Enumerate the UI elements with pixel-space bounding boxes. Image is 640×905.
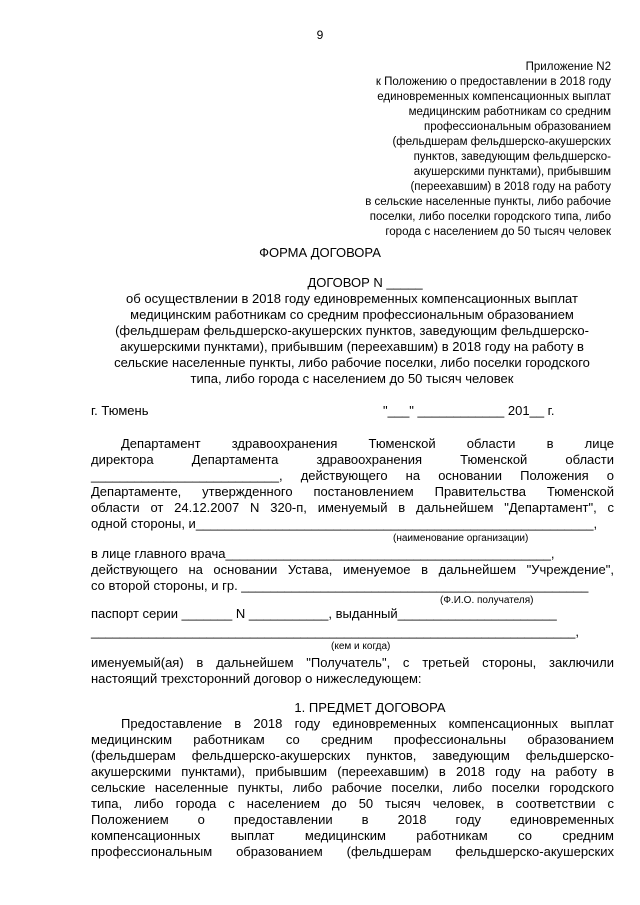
parties-line: действующего на основании Устава, именуемое в дальнейшем "Учреждение", xyxy=(91,562,614,577)
contract-number: ДОГОВОР N _____ xyxy=(307,275,423,290)
section-1-line: профессиональным образованием (фельдшерам фельдшерско-акушерских xyxy=(91,844,614,859)
section-1-line: Положением о предоставлении в 2018 году единовременных xyxy=(91,812,614,827)
parties-line: __________________________, действующего на основании Положения о xyxy=(91,468,614,483)
section-1-line: (фельдшерам фельдшерско-акушерских пунктов, заведующим фельдшерско- xyxy=(91,748,614,763)
section-1-line: Предоставление в 2018 году единовременных компенсационных выплат xyxy=(121,716,614,731)
subject-line: сельские населенные пункты, либо рабочие поселки, либо поселки городского xyxy=(114,355,590,370)
section-1-line: компенсационных выплат медицинским работникам со средним xyxy=(91,828,614,843)
contract-place: г. Тюмень xyxy=(91,403,149,418)
section-1-line: сельские населенные пункты, либо рабочие поселки, либо поселки городского xyxy=(91,780,614,795)
appendix-line: акушерскими пунктами), прибывшим xyxy=(413,166,611,178)
parties-line: со второй стороны, и гр. ________________________________________________ xyxy=(91,578,589,593)
subject-line: (фельдшерам фельдшерско-акушерских пунктов, заведующим фельдшерско- xyxy=(115,323,589,338)
section-1-line: типа, либо города с населением до 50 тысяч человек, в соответствии с xyxy=(91,796,614,811)
parties-line: одной стороны, и_______________________________________________________, xyxy=(91,516,598,531)
parties-line: области от 24.12.2007 N 320-п, именуемый в дальнейшем "Департамент", с xyxy=(91,500,614,515)
subject-line: медицинским работникам со средним профессиональным образованием xyxy=(130,307,574,322)
appendix-line: к Положению о предоставлении в 2018 году xyxy=(375,76,611,88)
parties-line: Департаменте, утвержденного постановлением Правительства Тюменской xyxy=(91,484,614,499)
appendix-line: Приложение N2 xyxy=(525,61,611,73)
appendix-line: медицинским работникам со средним xyxy=(408,106,611,118)
parties-line: настоящий трехсторонний договор о нижеследующем: xyxy=(91,671,422,686)
appendix-header xyxy=(300,60,611,240)
parties-line: именуемый(ая) в дальнейшем "Получатель", с третьей стороны, заключили xyxy=(91,655,614,670)
subject-line: акушерскими пунктами), прибывшим (переехавшим) в 2018 году на работу в xyxy=(120,339,584,354)
contract-date: "___" ____________ 201__ г. xyxy=(383,403,555,418)
parties-line: паспорт серии _______ N ___________, выданный______________________ xyxy=(91,606,557,621)
appendix-line: профессиональным образованием xyxy=(424,121,611,133)
section-1-title: 1. ПРЕДМЕТ ДОГОВОРА xyxy=(294,700,446,715)
caption-recipient-name: (Ф.И.О. получателя) xyxy=(440,595,534,606)
subject-line: об осуществлении в 2018 году единовременных компенсационных выплат xyxy=(126,291,578,306)
section-1-line: медицинским работникам со средним профессиональны образованием xyxy=(91,732,614,747)
appendix-line: поселки, либо поселки городского типа, либо xyxy=(369,211,611,223)
appendix-line: (фельдшерам фельдшерско-акушерских xyxy=(392,136,611,148)
appendix-line: единовременных компенсационных выплат xyxy=(377,91,611,103)
appendix-line: (переехавшим) в 2018 году на работу xyxy=(410,181,611,193)
section-1-line: акушерскими пунктами), прибывшим (переехавшим) в 2018 году на работу в xyxy=(91,764,614,779)
parties-line: в лице главного врача_____________________________________________, xyxy=(91,546,555,561)
page-number: 9 xyxy=(316,28,324,42)
caption-issued-by: (кем и когда) xyxy=(331,641,391,652)
appendix-line: города с населением до 50 тысяч человек xyxy=(385,226,611,238)
caption-organization: (наименование организации) xyxy=(393,533,529,544)
appendix-line: пунктов, заведующим фельдшерско- xyxy=(413,151,611,163)
subject-line: типа, либо города с населением до 50 тысяч человек xyxy=(190,371,514,386)
parties-line: ___________________________________________________________________, xyxy=(91,624,580,639)
parties-line: Департамент здравоохранения Тюменской области в лице xyxy=(121,436,614,451)
form-title: ФОРМА ДОГОВОРА xyxy=(259,245,381,260)
appendix-line: в сельские населенные пункты, либо рабочие xyxy=(365,196,611,208)
parties-line: директора Департамента здравоохранения Тюменской области xyxy=(91,452,614,467)
contract-subject xyxy=(82,291,622,387)
